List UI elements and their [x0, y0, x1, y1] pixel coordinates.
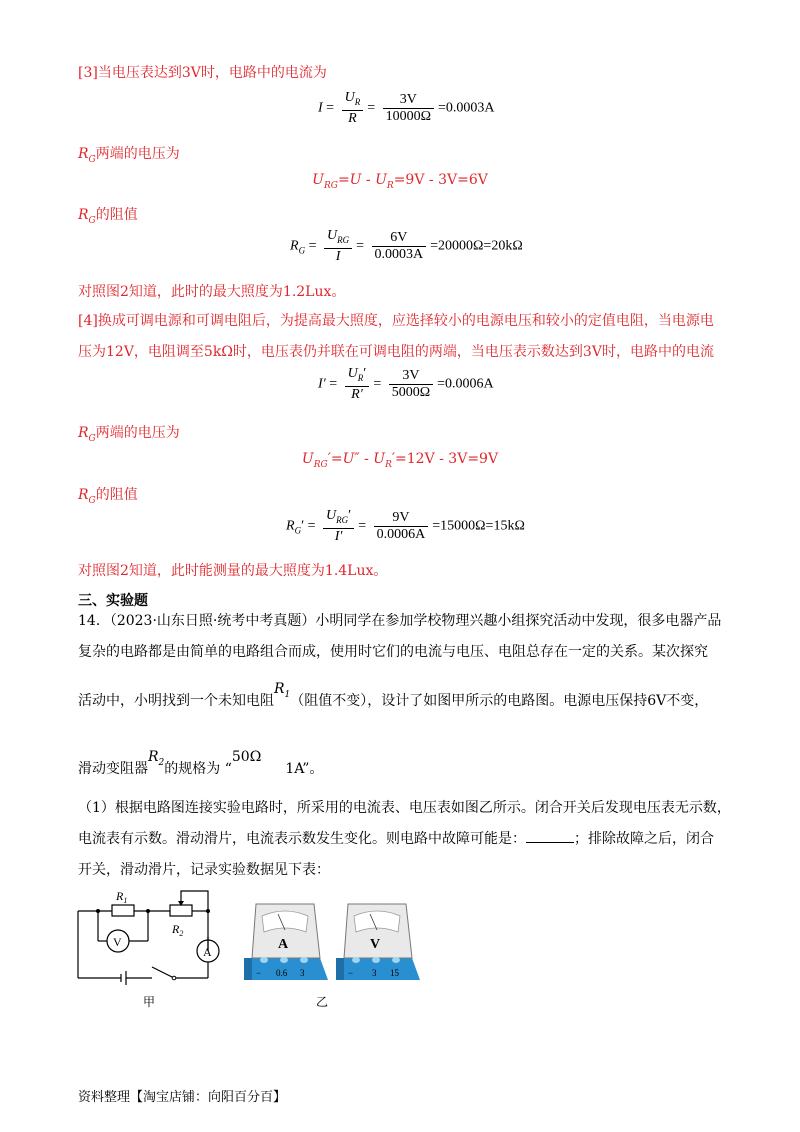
ammeter-terminal-3: 3 [300, 968, 305, 978]
part4-line1: [4]换成可调电源和可调电阻后，为提高最大照度，应选择较小的电源电压和较小的定值电阻，当电源电 [78, 313, 714, 329]
formula-current: I = $\frac{U_R}{R}$ = $\frac{3V}{10000\Omega}$ =0.0003A [318, 90, 495, 126]
q14-line1: 14．（2023·山东日照·统考中考真题）小明同学在参加学校物理兴趣小组探究活动中发现，很多电器产品 [78, 613, 722, 629]
rg-voltage-label: $R_G$两端的电压为 [78, 146, 180, 165]
circuit-diagram [72, 883, 242, 1013]
formula-rg-voltage: $U_{RG}=U - U_R=9V - 3V=6V$ [312, 172, 488, 191]
formula-rg-voltage-2: $U_{RG}'=U'' - U_R'=12V - 3V=9V$ [301, 451, 499, 470]
formula-rg-resistance: $R_G$ = $\frac{U_{RG}}{I}$ = $\frac{6V}{0.0003A}$ =20000Ω=20kΩ [290, 228, 523, 264]
part4-conclusion: 对照图2知道，此时能测量的最大照度为1.4Lux。 [78, 563, 388, 579]
voltmeter-terminal-neg: − [348, 968, 354, 978]
ammeter-face-label: A [278, 937, 289, 952]
q14-sub1-line3: 开关，滑动滑片，记录实验数据见下表： [78, 862, 330, 878]
r2-diagram-label: $R_2$ [172, 922, 184, 938]
section-heading: 三、实验题 [78, 593, 148, 609]
voltmeter-terminal-15: 15 [390, 968, 399, 978]
answer-blank[interactable] [526, 830, 574, 843]
ammeter-symbol: A [203, 945, 212, 959]
rg-voltage-label-2: $R_G$两端的电压为 [78, 425, 180, 444]
circuit-caption: 甲 [143, 995, 156, 1009]
q14-sub1-line2: 电流表有示数。滑动滑片，电流表示数发生变化。则电路中故障可能是： ；排除故障之后，闭合 [78, 831, 714, 847]
part3-intro: [3]当电压表达到3V时，电路中的电流为 [78, 65, 327, 81]
voltmeter-face-label: V [370, 937, 381, 952]
meters-figure [240, 898, 440, 1010]
ammeter-terminal-neg: − [256, 968, 262, 978]
r1-diagram-label: $R_1$ [116, 889, 128, 905]
voltmeter-device [336, 904, 420, 980]
rg-resistance-label-2: $R_G$的阻值 [78, 487, 138, 506]
formula-current-2: I′ = $\frac{U_R'}{R'}$ = $\frac{3V}{5000\Omega}$ =0.0006A [318, 366, 494, 402]
r2-symbol: $R_2$ [148, 749, 165, 768]
formula-rg-resistance-2: $R_G'$ = $\frac{U_{RG}'}{I'}$ = $\frac{9V}{0.0006A}$ =15000Ω=15kΩ [286, 508, 525, 544]
meters-caption: 乙 [316, 995, 329, 1009]
rg-resistance-label: $R_G$的阻值 [78, 207, 138, 226]
q14-line4: 滑动变阻器$R_2$的规格为 “50Ω1A”。 [78, 749, 324, 777]
part4-line2: 压为12V，电阻调至5kΩ时，电压表仍并联在可调电阻的两端，当电压表示数达到3V时，电路中的电流 [78, 344, 714, 360]
q14-sub1-line1: （1）根据电路图连接实验电路时，所采用的电流表、电压表如图乙所示。闭合开关后发现电压表无示数， [78, 800, 731, 816]
ammeter-device [244, 904, 328, 980]
q14-line3: 活动中，小明找到一个未知电阻$R_1$（阻值不变），设计了如图甲所示的电路图。电源电压保持6V不变， [78, 681, 709, 709]
q14-line2: 复杂的电路都是由简单的电路组合而成，使用时它们的电流与电压、电阻总存在一定的关系。某次探究 [78, 644, 708, 660]
footer-source: 资料整理【淘宝店铺：向阳百分百】 [78, 1090, 287, 1105]
ammeter-terminal-0-6: 0.6 [276, 968, 288, 978]
voltmeter-symbol: V [113, 935, 122, 949]
r1-symbol: $R_1$ [274, 681, 291, 700]
part3-conclusion: 对照图2知道，此时的最大照度为1.2Lux。 [78, 284, 346, 300]
voltmeter-terminal-3: 3 [372, 968, 377, 978]
